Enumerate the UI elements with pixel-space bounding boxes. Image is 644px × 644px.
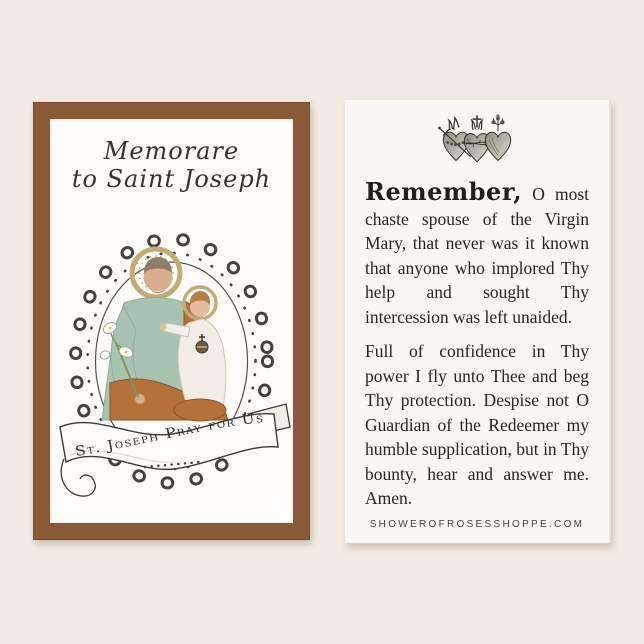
banner-text: St. Joseph Pray for Us: [74, 409, 265, 460]
memorare-prayer-text: [365, 177, 589, 511]
footer-website-text: SHOWEROFROSESSHOPPE.COM: [369, 519, 585, 530]
holy-card-back: [345, 100, 611, 544]
holy-card-front: [33, 102, 310, 540]
memorare-title: [50, 137, 293, 193]
memorare-title-line1: Memorare: [103, 137, 240, 165]
prayer-paragraph-1-text: O most chaste spouse of the Virgin Mary, that never was it known that anyone who implored Thy help and sought Thy intercession was left unaided.: [365, 184, 589, 327]
chaste-heart-icon: [485, 114, 510, 160]
prayer-paragraph-2: Full of confidence in Thy power I fly unto Thee and beg Thy protection. Despise not O Guardian of the Redeemer my humble supplication, but in Thy bounty, hear and answer me. Amen.: [365, 341, 589, 508]
memorare-title-line2: to Saint Joseph: [71, 165, 272, 193]
three-sacred-hearts-icon: [435, 112, 519, 167]
holy-card-front-inner: [50, 119, 293, 523]
st-joseph-artwork-svg: [50, 215, 293, 515]
prayer-paragraph-1: [365, 177, 589, 329]
st-joseph-artwork: [50, 215, 293, 515]
prayer-lead-word: Remember,: [365, 177, 523, 206]
